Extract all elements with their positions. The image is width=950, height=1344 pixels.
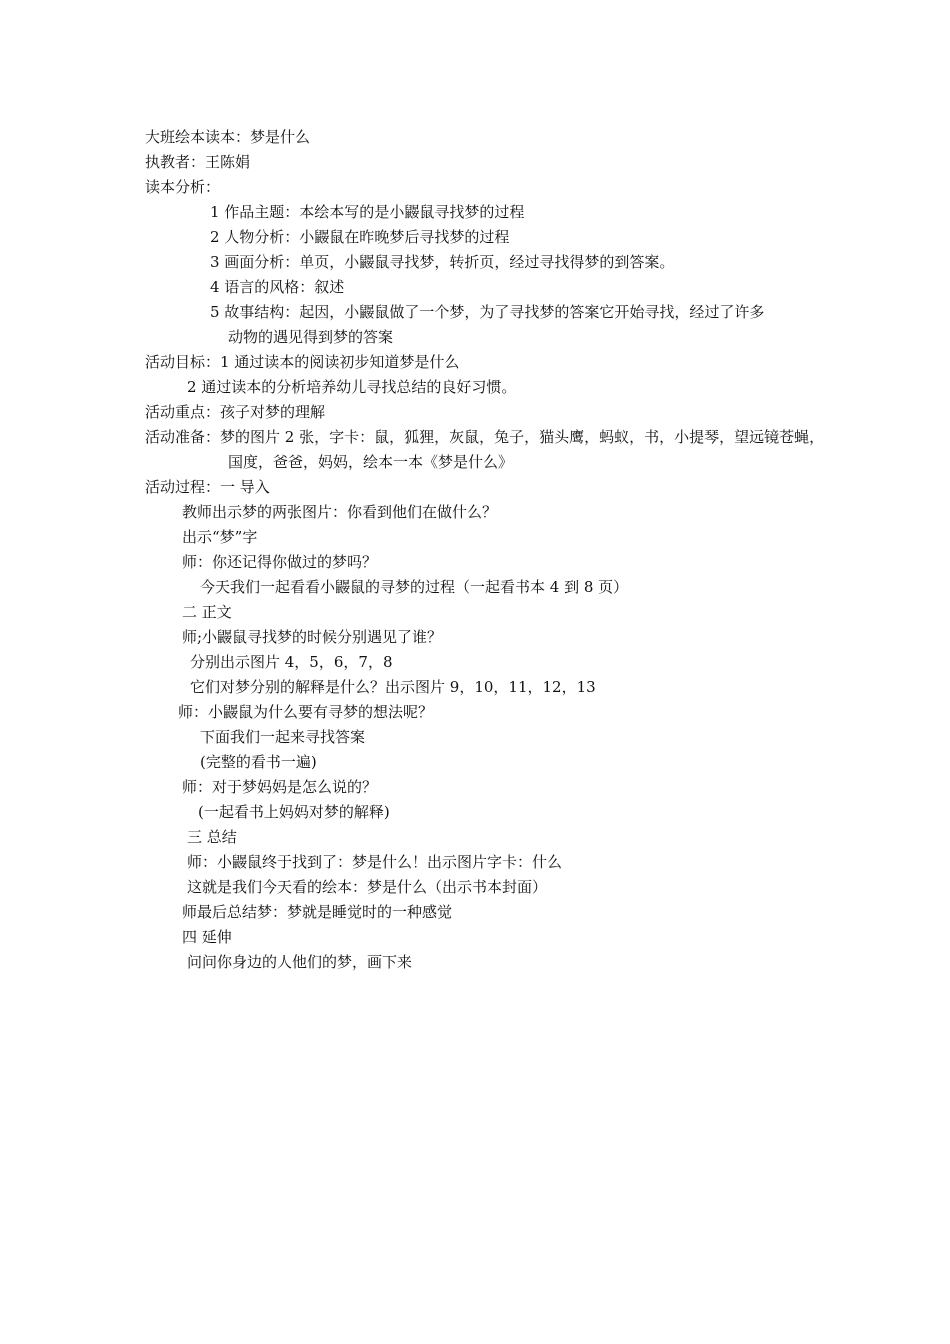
process-line: 出示“梦”字	[182, 528, 258, 546]
analysis-item: 2 人物分析：小鼹鼠在昨晚梦后寻找梦的过程	[210, 228, 510, 246]
process-line: 师：对于梦妈妈是怎么说的？	[182, 778, 378, 796]
section-heading: 读本分析：	[145, 178, 221, 196]
process-line: 今天我们一起看看小鼹鼠的寻梦的过程（一起看书本 4 到 8 页）	[200, 578, 629, 596]
process-line: (一起看书上妈妈对梦的解释)	[198, 803, 390, 821]
process-line: 师：小鼹鼠终于找到了：梦是什么！出示图片字卡：什么	[187, 853, 563, 871]
section-heading: 活动目标：1 通过读本的阅读初步知道梦是什么	[145, 353, 460, 371]
process-line: 师最后总结梦：梦就是睡觉时的一种感觉	[182, 903, 453, 921]
process-line: 问问你身边的人他们的梦，画下来	[187, 953, 413, 971]
doc-title: 大班绘本读本：梦是什么	[145, 128, 311, 146]
process-line: 师;小鼹鼠寻找梦的时候分别遇见了谁？	[182, 628, 443, 646]
process-line: 教师出示梦的两张图片：你看到他们在做什么？	[182, 503, 498, 521]
section-heading: 活动过程：一 导入	[145, 478, 270, 496]
analysis-item-continued: 动物的遇见得到梦的答案	[228, 328, 394, 346]
process-subheading: 四 延伸	[182, 928, 232, 946]
teacher-line: 执教者：王陈娟	[145, 153, 251, 171]
process-line: 它们对梦分别的解释是什么？出示图片 9，10，11，12，13	[190, 678, 596, 696]
analysis-item: 4 语言的风格：叙述	[210, 278, 345, 296]
process-subheading: 二 正文	[182, 603, 232, 621]
analysis-item: 3 画面分析：单页，小鼹鼠寻找梦，转折页，经过寻找得梦的到答案。	[210, 253, 675, 271]
process-line: 师：小鼹鼠为什么要有寻梦的想法呢？	[178, 703, 434, 721]
section-heading: 活动准备：梦的图片 2 张，字卡：鼠，狐狸，灰鼠，兔子，猫头鹰，蚂蚁，书，小提琴，望远镜苍蝇，	[145, 428, 825, 446]
process-line: 师：你还记得你做过的梦吗？	[182, 553, 378, 571]
analysis-item: 5 故事结构：起因，小鼹鼠做了一个梦，为了寻找梦的答案它开始寻找，经过了许多	[210, 303, 765, 321]
process-subheading: 三 总结	[187, 828, 237, 846]
process-line: 这就是我们今天看的绘本：梦是什么（出示书本封面）	[187, 878, 548, 896]
goal-item: 2 通过读本的分析培养幼儿寻找总结的良好习惯。	[187, 378, 517, 396]
process-line: 下面我们一起来寻找答案	[200, 728, 366, 746]
preparation-continued: 国度，爸爸，妈妈，绘本一本《梦是什么》	[228, 453, 514, 471]
process-line: (完整的看书一遍)	[200, 753, 317, 771]
process-line: 分别出示图片 4，5，6，7，8	[190, 653, 393, 671]
analysis-item: 1 作品主题：本绘本写的是小鼹鼠寻找梦的过程	[210, 203, 525, 221]
section-heading: 活动重点：孩子对梦的理解	[145, 403, 326, 421]
